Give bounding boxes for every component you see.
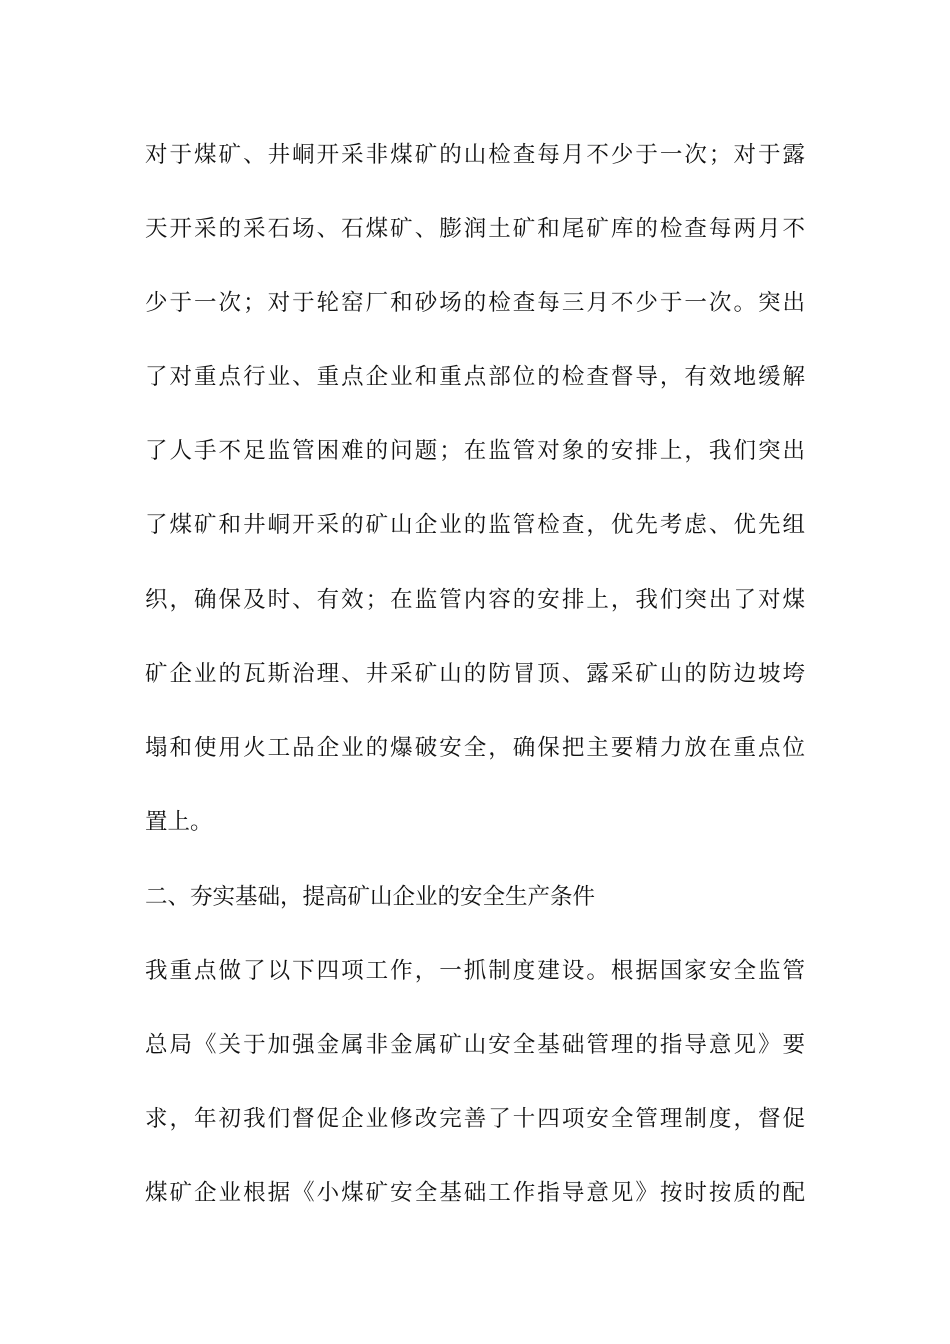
text-line: 置上。 [145, 809, 213, 835]
text-line: 天开采的采石场、石煤矿、膨润土矿和尾矿库的检查每两月不 [145, 216, 805, 242]
text-line: 对于煤矿、井峒开采非煤矿的山检查每月不少于一次；对于露 [145, 142, 805, 168]
text-line: 少于一次；对于轮窑厂和砂场的检查每三月不少于一次。突出 [145, 290, 805, 316]
text-line: 塌和使用火工品企业的爆破安全，确保把主要精力放在重点位 [145, 735, 805, 761]
text-line: 求，年初我们督促企业修改完善了十四项安全管理制度，督促 [145, 1106, 805, 1132]
text-line: 了对重点行业、重点企业和重点部位的检查督导，有效地缓解 [145, 364, 805, 390]
text-line: 了人手不足监管困难的问题；在监管对象的安排上，我们突出 [145, 438, 805, 464]
text-line: 煤矿企业根据《小煤矿安全基础工作指导意见》按时按质的配 [145, 1180, 805, 1206]
text-line: 总局《关于加强金属非金属矿山安全基础管理的指导意见》要 [145, 1032, 805, 1058]
section-heading: 二、夯实基础，提高矿山企业的安全生产条件 [145, 884, 596, 910]
text-line: 了煤矿和井峒开采的矿山企业的监管检查，优先考虑、优先组 [145, 512, 805, 538]
text-line: 织，确保及时、有效；在监管内容的安排上，我们突出了对煤 [145, 587, 805, 613]
text-line: 我重点做了以下四项工作，一抓制度建设。根据国家安全监管 [145, 958, 805, 984]
text-line: 矿企业的瓦斯治理、井采矿山的防冒顶、露采矿山的防边坡垮 [145, 661, 805, 687]
